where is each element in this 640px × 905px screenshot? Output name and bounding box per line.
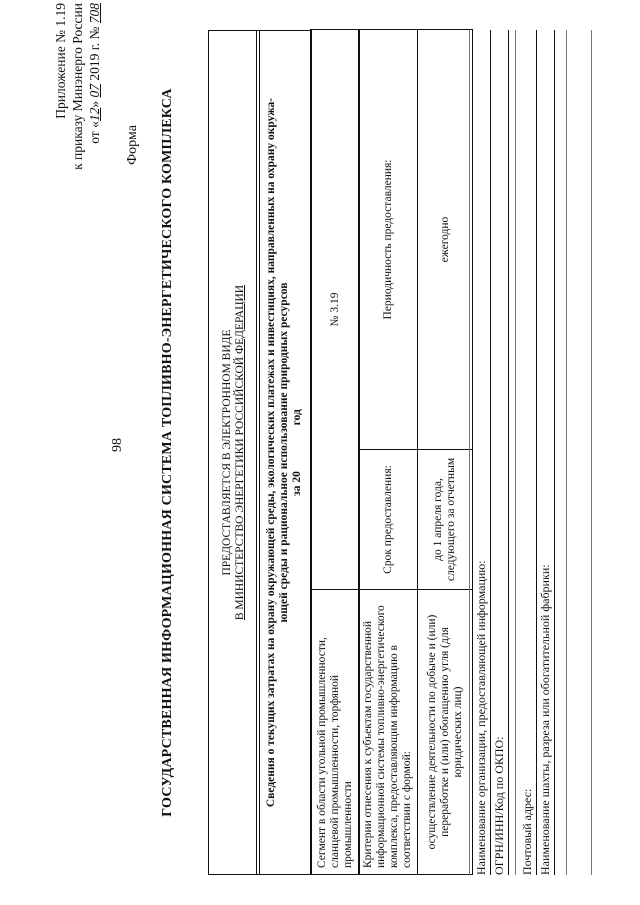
report-year-suffix: год: [290, 409, 303, 426]
deadline-header-cell: Срок предоставления:: [359, 450, 418, 590]
periodicity-value-cell: ежегодно: [418, 30, 473, 450]
criteria-table: [358, 29, 473, 875]
report-title-box: [256, 30, 312, 875]
approval-date-prefix: от «: [87, 121, 102, 144]
criteria-header-row: [359, 30, 418, 875]
report-title-line-2: ющей среды и рациональное использование природных ресурсов: [277, 282, 290, 623]
approval-date-mid: »: [87, 97, 102, 108]
submission-header-line-1: ПРЕДОСТАВЛЯЕТСЯ В ЭЛЕКТРОННОМ ВИДЕ: [221, 329, 233, 576]
criteria-value-row: [418, 30, 473, 875]
page-number: 98: [110, 438, 125, 452]
blank-line: [514, 30, 516, 875]
form-number-cell: № 3.19: [311, 30, 360, 590]
approval-day: 12: [87, 107, 102, 122]
separator-line: [468, 30, 470, 875]
submission-header-line-2: В МИНИСТЕРСТВО ЭНЕРГЕТИКИ РОССИЙСКОЙ ФЕДЕРАЦИИ: [234, 284, 246, 621]
report-title-line-1: Сведения о текущих затратах на охрану окружающей среды, экологических платежах и инвестициях, направленных на охрану окружа-: [264, 97, 277, 808]
blank-line: [565, 30, 567, 875]
criteria-value-cell: осуществление деятельности по добыче и (или) переработке и (или) обогащению угля (для юридических лиц): [418, 590, 473, 875]
form-label: Форма: [125, 125, 140, 165]
approval-order-number: 708: [87, 3, 102, 24]
ogrn-inn-okpo-field[interactable]: ОГРН/ИНН/Код по ОКПО:: [492, 30, 509, 875]
postal-address-field[interactable]: Почтовый адрес:: [520, 30, 537, 875]
report-title-line-3: [291, 37, 304, 868]
submission-header-cell: [209, 31, 260, 875]
main-title: ГОСУДАРСТВЕННАЯ ИНФОРМАЦИОННАЯ СИСТЕМА ТОПЛИВНО-ЭНЕРГЕТИЧЕСКОГО КОМПЛЕКСА: [160, 88, 175, 817]
blank-line: [590, 30, 592, 875]
org-name-field[interactable]: Наименование организации, предоставляющей информацию:: [474, 30, 491, 875]
report-year-prefix: за 20: [290, 471, 303, 496]
submission-header-box: [208, 30, 260, 875]
approval-line-1: Приложение № 1.19: [53, 3, 68, 119]
approval-month: 07: [87, 84, 102, 98]
approval-block: [52, 3, 103, 233]
approval-line-2: к приказу Минэнерго России: [70, 3, 85, 170]
mine-name-field[interactable]: Наименование шахты, разреза или обогатительной фабрики:: [538, 30, 555, 875]
approval-year: 2019 г. №: [87, 26, 102, 85]
criteria-header-cell: Критерии отнесения к субъектам государственной информационной системы топливно-энергетического комплекса, предоставляющим информацию в соответствии с формой:: [359, 590, 418, 875]
approval-line-3: [86, 3, 103, 233]
deadline-value-cell: до 1 апреля года, следующего за отчетным: [418, 450, 473, 590]
periodicity-header-cell: Периодичность предоставления:: [359, 30, 418, 450]
segment-table: [310, 29, 360, 875]
segment-cell: Сегмент в области угольной промышленности, сланцевой промышленности, торфяной промышленности: [311, 590, 360, 875]
report-title-cell: [257, 31, 312, 875]
